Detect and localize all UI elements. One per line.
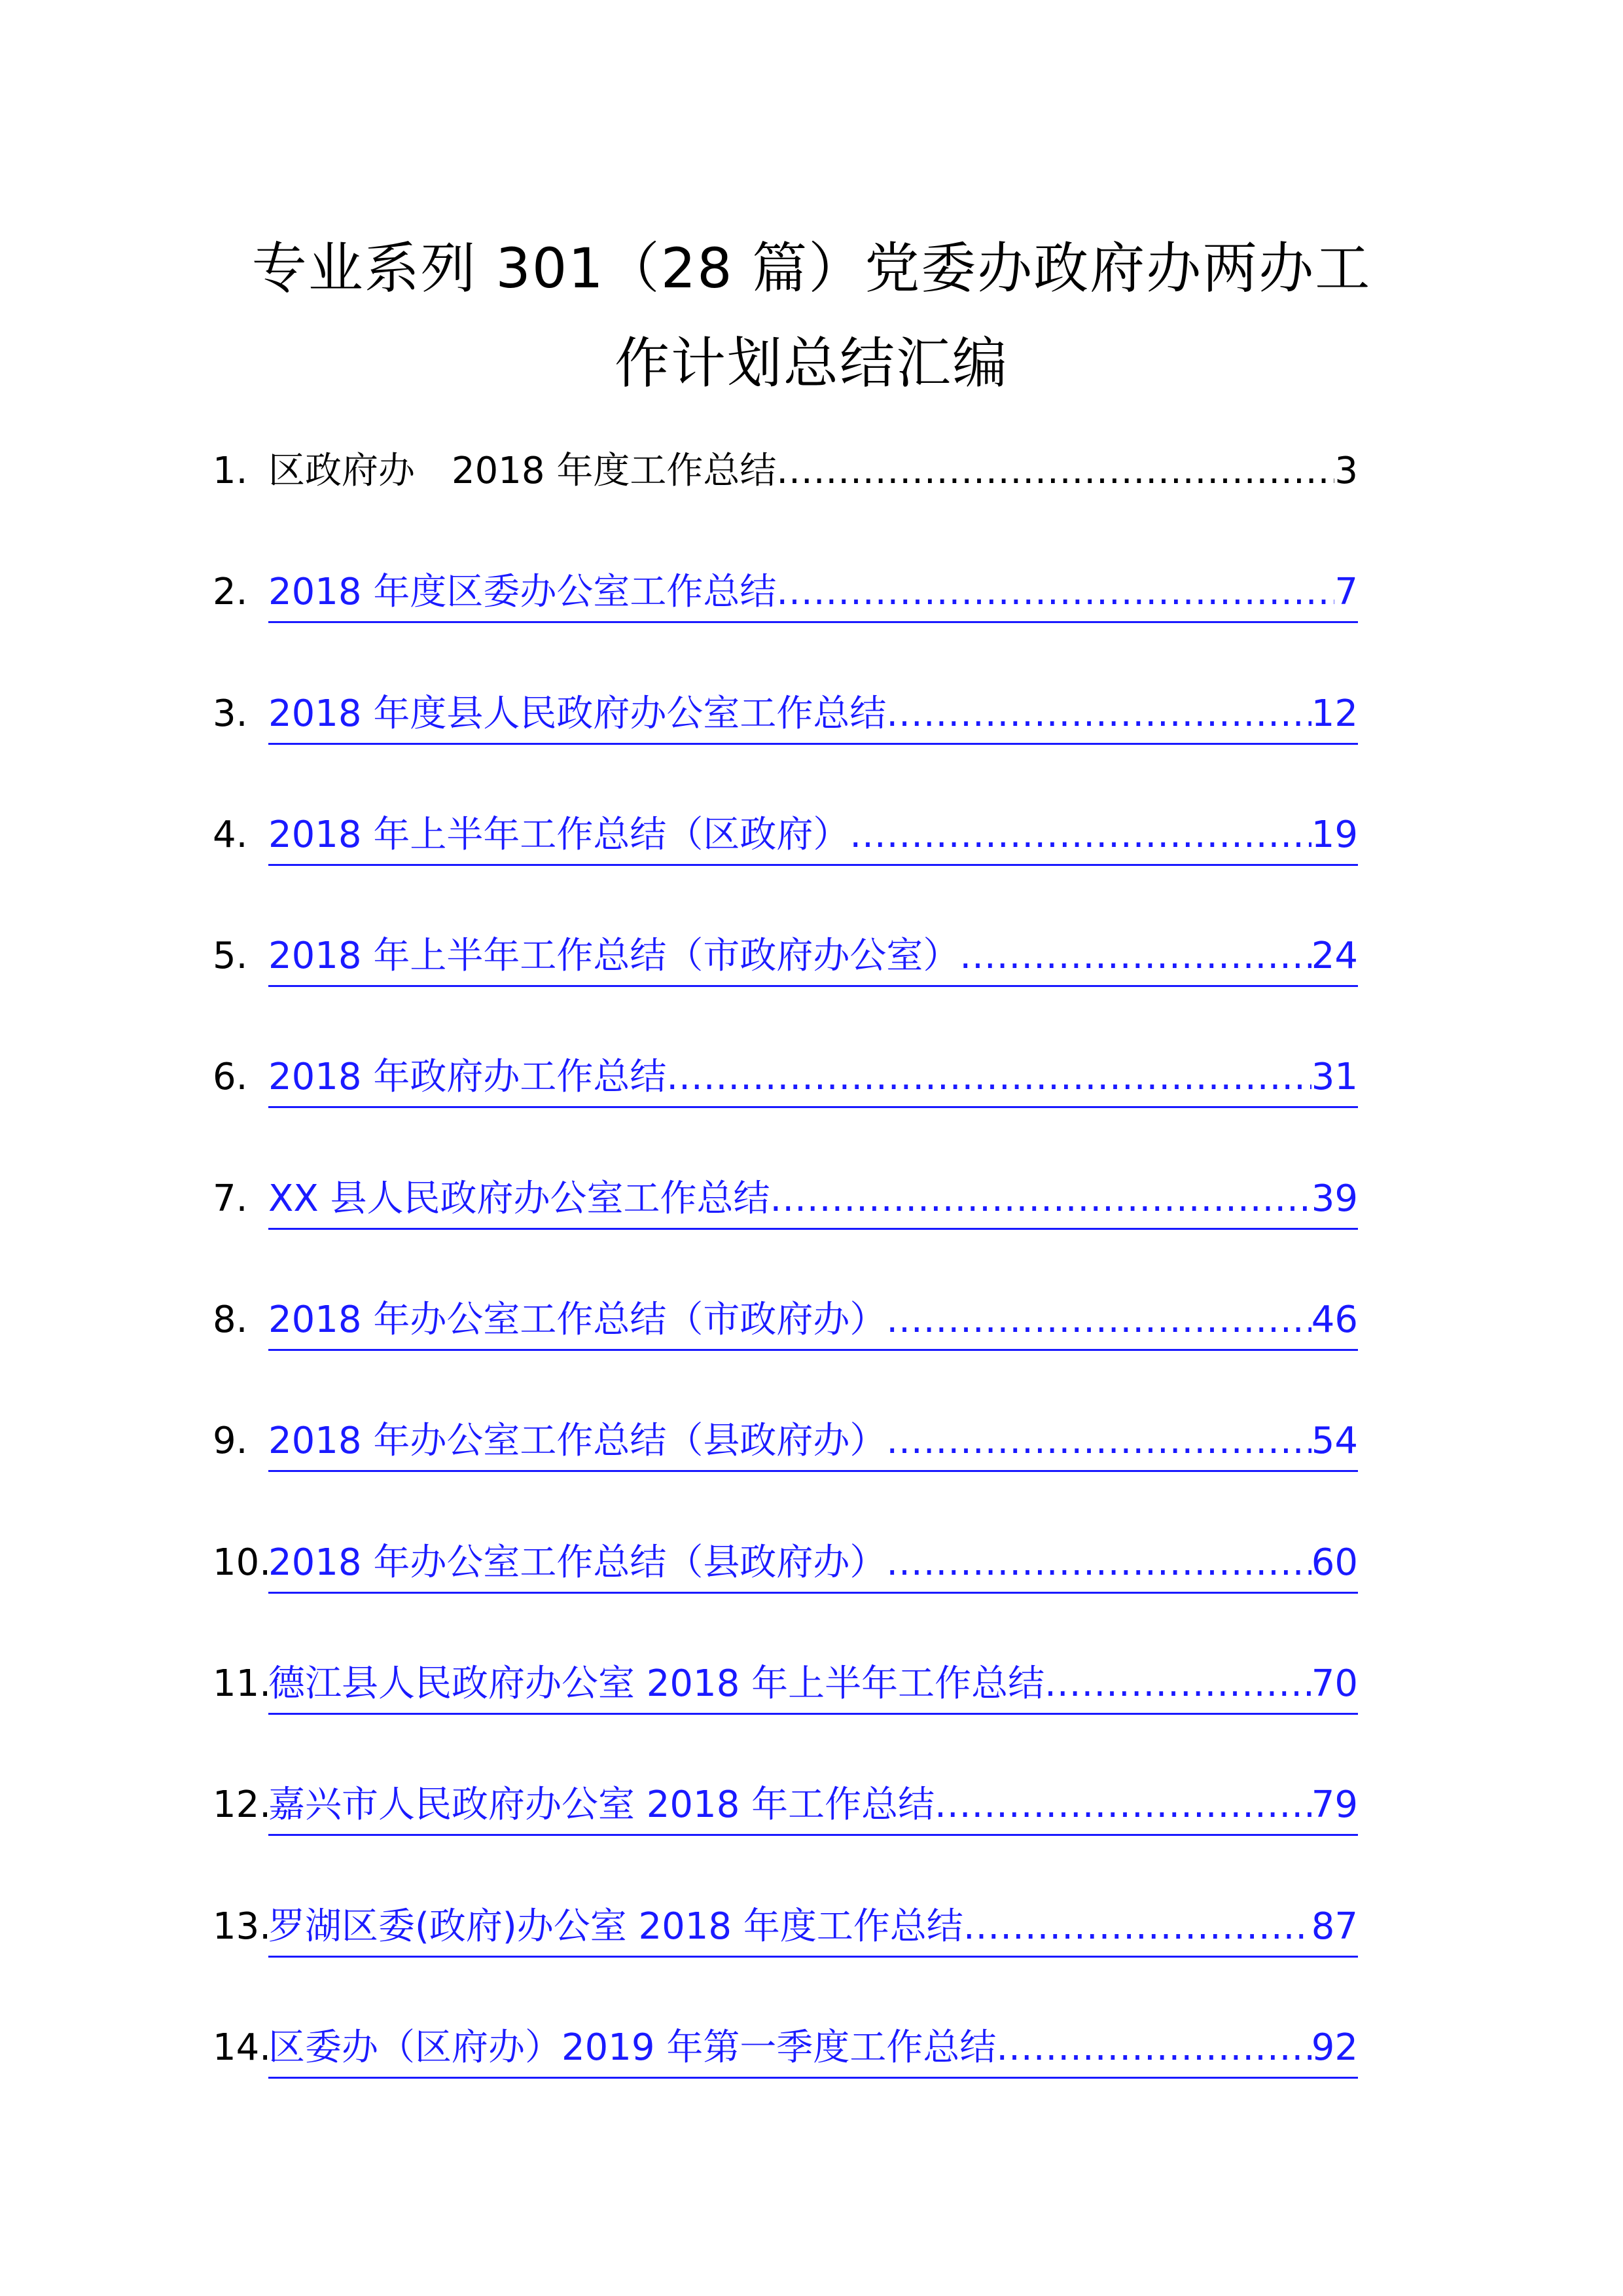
toc-link[interactable]: [268, 2022, 1358, 2079]
toc-leader-dots: [963, 1901, 1311, 1953]
toc-page-number: 39: [1311, 1177, 1358, 1220]
toc-page-number: 3: [1334, 450, 1358, 492]
toc-entry-title: 2018 年办公室工作总结（县政府办）: [268, 1420, 887, 1463]
toc-link[interactable]: [268, 1901, 1358, 1958]
toc-item-number: 12.: [213, 1784, 272, 1827]
toc-leader-dots: [959, 930, 1311, 982]
toc-item-number: 4.: [213, 813, 248, 856]
toc-link[interactable]: [268, 1173, 1358, 1230]
toc-entry-title: 德江县人民政府办公室 2018 年上半年工作总结: [268, 1662, 1045, 1705]
toc-entry-title: 嘉兴市人民政府办公室 2018 年工作总结: [268, 1784, 935, 1827]
toc-entry-title: 2018 年办公室工作总结（市政府办）: [268, 1299, 887, 1342]
toc-page-number: 70: [1311, 1662, 1358, 1705]
toc-item-number: 10.: [213, 1541, 272, 1584]
toc-leader-dots: [996, 2022, 1311, 2074]
toc-link[interactable]: [268, 1415, 1358, 1472]
toc-leader-dots: [886, 1537, 1311, 1589]
toc-leader-dots: [1044, 1658, 1311, 1710]
toc-item-number: 9.: [213, 1420, 248, 1463]
toc-page-number: 46: [1311, 1299, 1358, 1342]
toc-page-number: 87: [1311, 1905, 1358, 1948]
toc-page-number: 24: [1311, 935, 1358, 978]
document-title-line-1: 专业系列 301（28 篇）党委办政府办两办工: [251, 236, 1372, 300]
toc-item-12: [213, 1779, 1358, 1900]
toc-leader-dots: [886, 1294, 1311, 1346]
toc-page-number: 79: [1311, 1784, 1358, 1827]
toc-entry-title: 2018 年上半年工作总结（区政府）: [268, 813, 850, 856]
toc-item-3: [213, 688, 1358, 809]
toc-item-11: [213, 1658, 1358, 1779]
toc-item-number: 7.: [213, 1177, 248, 1220]
toc-entry-title: 区政府办 2018 年度工作总结: [268, 450, 777, 492]
toc-item-number: 2.: [213, 571, 248, 614]
toc-item-number: 14.: [213, 2026, 272, 2069]
toc-item-1: [213, 445, 1358, 566]
toc-page-number: 19: [1311, 813, 1358, 856]
toc-item-2: [213, 566, 1358, 687]
toc-page-number: 60: [1311, 1541, 1358, 1584]
document-title-line-2: 作计划总结汇编: [614, 331, 1008, 395]
toc-item-number: 3.: [213, 692, 248, 735]
toc-leader-dots: [935, 1779, 1311, 1831]
toc-link[interactable]: [268, 1658, 1358, 1715]
toc-item-number: 1.: [213, 450, 248, 492]
toc-entry-title: 2018 年度区委办公室工作总结: [268, 571, 777, 614]
toc-leader-dots: [776, 445, 1334, 497]
toc-item-number: 11.: [213, 1662, 272, 1705]
toc-leader-dots: [886, 1415, 1311, 1467]
toc-item-number: 6.: [213, 1056, 248, 1099]
toc-item-8: [213, 1294, 1358, 1415]
toc-page-number: 54: [1311, 1420, 1358, 1463]
toc-leader-dots: [776, 566, 1334, 619]
toc-link[interactable]: [268, 566, 1358, 623]
toc-link[interactable]: [268, 1779, 1358, 1836]
toc-leader-dots: [770, 1173, 1311, 1225]
toc-item-number: 8.: [213, 1299, 248, 1342]
toc-item-number: 5.: [213, 935, 248, 978]
toc-entry-title: 2018 年办公室工作总结（县政府办）: [268, 1541, 887, 1584]
toc-entry-title: 2018 年度县人民政府办公室工作总结: [268, 692, 887, 735]
toc-item-4: [213, 809, 1358, 930]
toc-item-13: [213, 1901, 1358, 2022]
toc-link[interactable]: [268, 809, 1358, 866]
toc-link[interactable]: [268, 688, 1358, 745]
toc-item-7: [213, 1173, 1358, 1294]
table-of-contents: [213, 445, 1358, 2143]
toc-link[interactable]: [268, 1294, 1358, 1351]
toc-page-number: 12: [1311, 692, 1358, 735]
toc-entry[interactable]: [268, 445, 1358, 497]
toc-page-number: 31: [1311, 1056, 1358, 1099]
toc-item-10: [213, 1537, 1358, 1658]
toc-link[interactable]: [268, 1537, 1358, 1594]
toc-leader-dots: [886, 688, 1311, 740]
toc-link[interactable]: [268, 1051, 1358, 1108]
toc-leader-dots: [666, 1051, 1311, 1103]
toc-entry-title: 区委办（区府办）2019 年第一季度工作总结: [268, 2026, 997, 2069]
toc-entry-title: XX 县人民政府办公室工作总结: [268, 1177, 770, 1220]
toc-page-number: 92: [1311, 2026, 1358, 2069]
toc-item-5: [213, 930, 1358, 1051]
toc-link[interactable]: [268, 930, 1358, 987]
toc-entry-title: 2018 年政府办工作总结: [268, 1056, 667, 1099]
toc-entry-title: 罗湖区委(政府)办公室 2018 年度工作总结: [268, 1905, 963, 1948]
toc-leader-dots: [849, 809, 1311, 861]
toc-item-9: [213, 1415, 1358, 1536]
toc-item-number: 13.: [213, 1905, 272, 1948]
toc-entry-title: 2018 年上半年工作总结（市政府办公室）: [268, 935, 960, 978]
toc-item-6: [213, 1051, 1358, 1172]
toc-item-14: [213, 2022, 1358, 2143]
toc-page-number: 7: [1334, 571, 1358, 614]
